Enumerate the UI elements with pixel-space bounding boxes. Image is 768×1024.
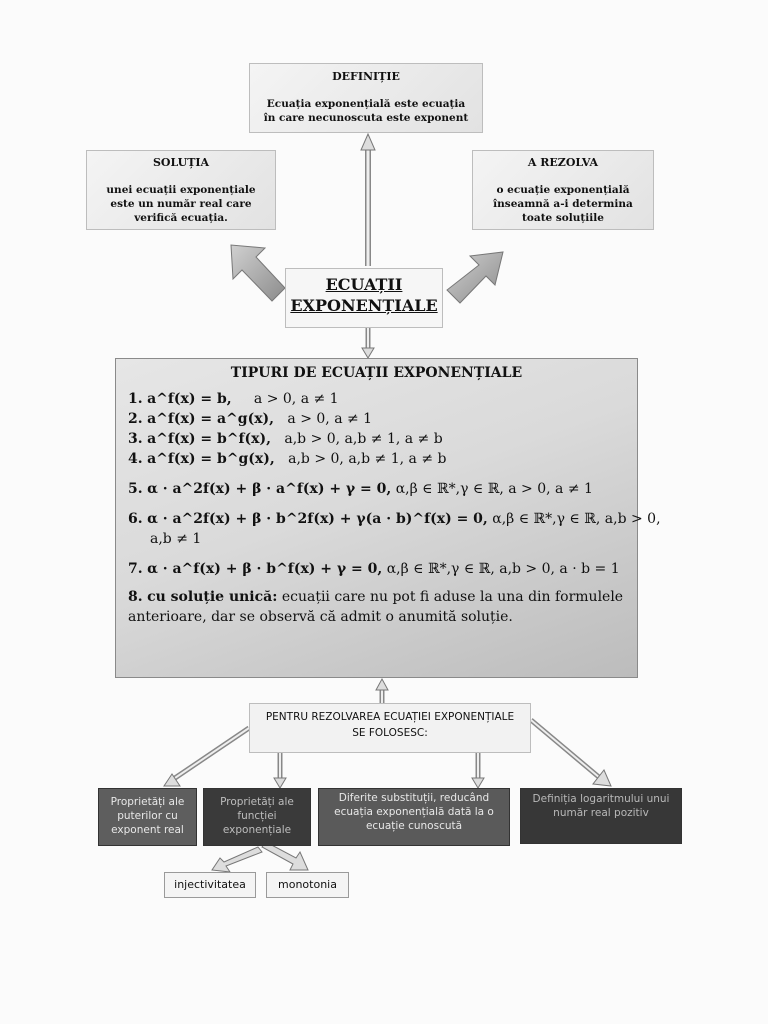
methods-header-line2: SE FOLOSESC: (352, 726, 428, 739)
methods-header-line1: PENTRU REZOLVAREA ECUAȚIEI EXPONENȚIALE (265, 711, 515, 723)
arrow-to-solve (447, 252, 503, 303)
arrow-to-solution (231, 245, 285, 301)
equation-type-2: 2. a^f(x) = a^g(x), a > 0, a ≠ 1 (128, 411, 373, 427)
equation-formula: α · a^f(x) + β · b^f(x) + γ = 0, (147, 561, 383, 577)
method-exponential-function-properties: Proprietăți ale funcției exponențiale (203, 788, 311, 846)
solve-box (472, 150, 654, 230)
equation-condition: α,β ∈ ℝ*,γ ∈ ℝ, a,b > 0, a · b = 1 (386, 561, 620, 577)
equation-type-1: 1. a^f(x) = b, a > 0, a ≠ 1 (128, 391, 339, 407)
equation-formula: a^f(x) = b^f(x), (147, 431, 271, 447)
equation-type-7: 7. α · a^f(x) + β · b^f(x) + γ = 0, α,β ∈ ℝ*,γ ∈ ℝ, a,b > 0, a · b = 1 (128, 561, 620, 577)
method-substitutions: Diferite substituții, reducând ecuația exponențială dată la o ecuație cunoscută (318, 788, 510, 846)
equation-type-3: 3. a^f(x) = b^f(x), a,b > 0, a,b ≠ 1, a ≠ b (128, 431, 443, 447)
method-logarithm-definition: Definiția logaritmului unui număr real pozitiv (520, 788, 682, 844)
equation-formula: α · a^2f(x) + β · b^2f(x) + γ(a · b)^f(x) = 0, (147, 511, 488, 527)
arrows-to-properties (212, 842, 308, 872)
arrow-to-types-up (376, 679, 388, 703)
monotony-box: monotonia (266, 872, 349, 898)
equation-formula: a^f(x) = b^g(x), (147, 451, 275, 467)
solution-box (86, 150, 276, 230)
solution-title: SOLUȚIA (152, 156, 210, 169)
central-topic-box (285, 268, 443, 328)
solve-title: A REZOLVA (527, 156, 599, 169)
method-power-properties: Proprietăți ale puterilor cu exponent real (98, 788, 197, 846)
equation-condition: α,β ∈ ℝ*,γ ∈ ℝ, a > 0, a ≠ 1 (395, 481, 593, 497)
definition-text: Ecuația exponențială este ecuația în care necunoscuta este exponent (263, 98, 469, 125)
equation-condition: a,b > 0, a,b ≠ 1, a ≠ b (284, 431, 443, 447)
equation-formula: a^f(x) = b, (147, 391, 232, 407)
arrow-to-definition (361, 134, 375, 266)
equation-condition: a > 0, a ≠ 1 (253, 391, 339, 407)
equation-types-title: TIPURI DE ECUAȚII EXPONENȚIALE (230, 365, 523, 381)
equation-condition: a > 0, a ≠ 1 (287, 411, 373, 427)
methods-header-box (249, 703, 531, 753)
equation-type-4: 4. a^f(x) = b^g(x), a,b > 0, a,b ≠ 1, a ≠ b (128, 451, 447, 467)
equation-condition: α,β ∈ ℝ*,γ ∈ ℝ, a,b > 0, (492, 511, 661, 527)
equation-types-box (115, 358, 661, 678)
equation-type-5: 5. α · a^2f(x) + β · a^f(x) + γ = 0, α,β ∈ ℝ*,γ ∈ ℝ, a > 0, a ≠ 1 (128, 481, 593, 497)
equation-type-6: 6. α · a^2f(x) + β · b^2f(x) + γ(a · b)^f(x) = 0, α,β ∈ ℝ*,γ ∈ ℝ, a,b > 0, (128, 511, 661, 527)
equation-formula: α · a^2f(x) + β · a^f(x) + γ = 0, (147, 481, 392, 497)
equation-type-6-condition-cont: a,b ≠ 1 (150, 531, 202, 547)
arrow-to-types (362, 328, 374, 358)
equation-condition: a,b > 0, a,b ≠ 1, a ≠ b (288, 451, 447, 467)
equation-type-8: 8. cu soluție unică: ecuații care nu pot fi aduse la una din formulele anterioare, dar se observă că admit o anumită soluție. (128, 589, 624, 625)
unique-solution-text: ecuații care nu pot fi aduse la una din formulele anterioare, dar se observă că admit o anumită soluție. (128, 589, 624, 625)
solution-text: unei ecuații exponențiale este un număr real care verifică ecuația. (106, 184, 256, 225)
injectivity-box: injectivitatea (164, 872, 256, 898)
definition-box (249, 63, 483, 133)
equation-formula: a^f(x) = a^g(x), (147, 411, 275, 427)
definition-title: DEFINIȚIE (332, 70, 400, 83)
central-topic-line2: EXPONENȚIALE (290, 295, 438, 315)
central-topic-line1: ECUAȚII (325, 275, 403, 294)
solve-text: o ecuație exponențială înseamnă a-i determina toate soluțiile (493, 184, 633, 225)
unique-solution-label: cu soluție unică: (147, 589, 278, 605)
